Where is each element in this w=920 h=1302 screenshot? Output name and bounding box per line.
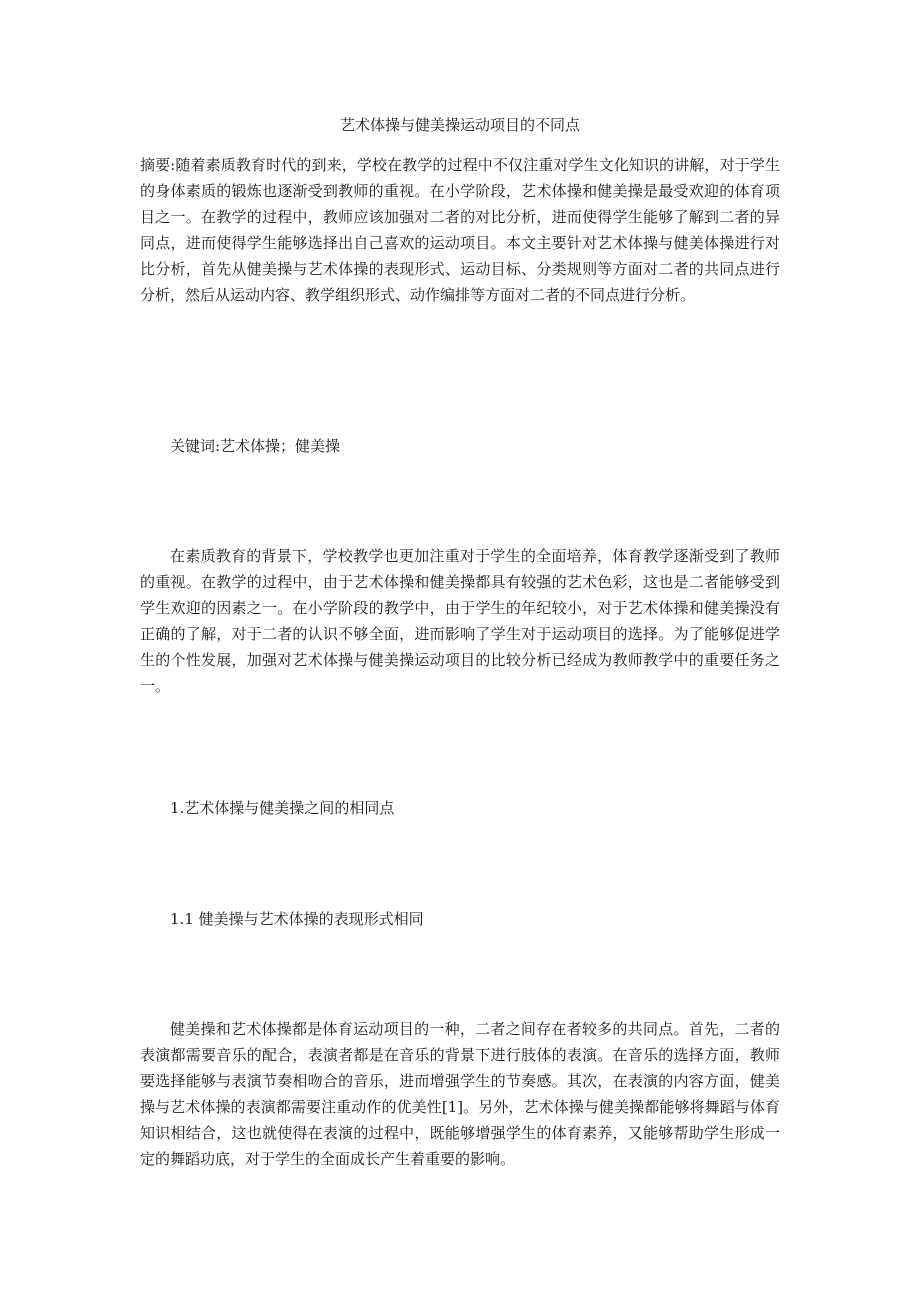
document-title: 艺术体操与健美操运动项目的不同点 (339, 116, 580, 134)
intro-paragraph: 在素质教育的背景下，学校教学也更加注重对于学生的全面培养，体育教学逐渐受到了教师的重视。在教学的过程中，由于艺术体操和健美操都具有较强的艺术色彩，这也是二者能够受到学生欢迎的因素之一。在小学阶段的教学中，由于学生的年纪较小，对于艺术体操和健美操没有正确的了解，对于二者的认识不够全面，进而影响了学生对于运动项目的选择。为了能够促进学生的个性发展，加强对艺术体操与健美操运动项目的比较分析已经成为教师教学中的重要任务之一。 (140, 547, 780, 695)
keywords-line: 关键词:艺术体操；健美操 (170, 437, 341, 455)
abstract-paragraph: 摘要:随着素质教育时代的到来，学校在教学的过程中不仅注重对学生文化知识的讲解，对于学生的身体素质的锻炼也逐渐受到教师的重视。在小学阶段，艺术体操和健美操是最受欢迎的体育项目之一。在教学的过程中，教师应该加强对二者的对比分析，进而使得学生能够了解到二者的异同点，进而使得学生能够选择出自己喜欢的运动项目。本文主要针对艺术体操与健美体操进行对比分析，首先从健美操与艺术体操的表现形式、运动目标、分类规则等方面对二者的共同点进行分析，然后从运动内容、教学组织形式、动作编排等方面对二者的不同点进行分析。 (140, 156, 780, 304)
section-1-1-paragraph: 健美操和艺术体操都是体育运动项目的一种，二者之间存在者较多的共同点。首先，二者的表演都需要音乐的配合，表演者都是在音乐的背景下进行肢体的表演。在音乐的选择方面，教师要选择能够与表演节奏相吻合的音乐，进而增强学生的节奏感。其次，在表演的内容方面，健美操与艺术体操的表演都需要注重动作的优美性[1]。另外，艺术体操与健美操都能够将舞蹈与体育知识相结合，这也就使得在表演的过程中，既能够增强学生的体育素养，又能够帮助学生形成一定的舞蹈功底，对于学生的全面成长产生着重要的影响。 (140, 1020, 780, 1168)
section-heading-1-1: 1.1 健美操与艺术体操的表现形式相同 (170, 910, 424, 928)
section-heading-1: 1.艺术体操与健美操之间的相同点 (170, 799, 395, 817)
